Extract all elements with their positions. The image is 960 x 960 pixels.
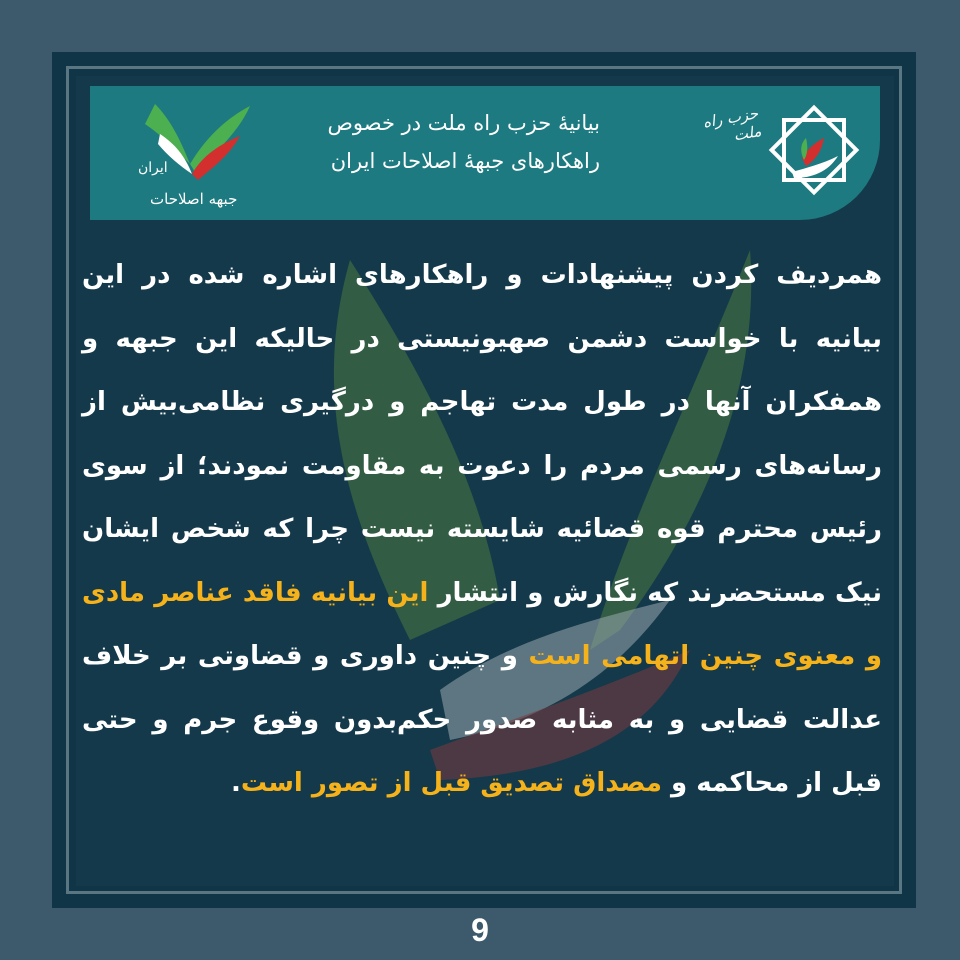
header-title-line-1: بیانیۀ حزب راه ملت در خصوص xyxy=(327,111,600,135)
statement-text: همردیف کردن پیشنهادات و راهکارهای اشاره شده در این بیانیه با خواست دشمن صهیونیستی در حالیکه این جبهه و همفکران آنها در طول مدت تهاجم و درگیری نظامی‌بیش از رسانه‌های رسمی مردم را دعوت به مقاومت نمودند؛ از سوی رئیس محترم قوه قضائیه شایسته نیست چرا که شخص ایشان نیک مستحضرند که نگارش و انتشار xyxy=(82,260,882,608)
statement-highlight: این بیانیه فاقد عناصر مادی و معنوی چنین اتهامی است xyxy=(82,577,883,671)
rahe-mellat-star-icon xyxy=(762,98,866,202)
reform-front-text-bottom: جبهه اصلاحات xyxy=(150,190,238,208)
statement-text: . xyxy=(230,768,241,798)
header-title-line-2: راهکارهای جبهۀ اصلاحات ایران xyxy=(330,149,600,173)
statement-body xyxy=(82,244,882,816)
reform-front-logo xyxy=(120,94,260,216)
page-number: 9 xyxy=(471,912,489,948)
header-title xyxy=(270,104,600,180)
reform-front-text-top: ایران xyxy=(138,160,168,176)
rahe-mellat-logo xyxy=(690,96,870,206)
rahe-mellat-text: حزب راه ملت xyxy=(701,104,763,145)
statement-highlight: مصداق تصدیق قبل از تصور است xyxy=(240,768,662,798)
statement-text: و چنین داوری و قضاوتی بر خلاف عدالت قضایی و به مثابه صدور حکم‌بدون وقوع جرم و حتی قبل از محاکمه و xyxy=(82,641,882,798)
